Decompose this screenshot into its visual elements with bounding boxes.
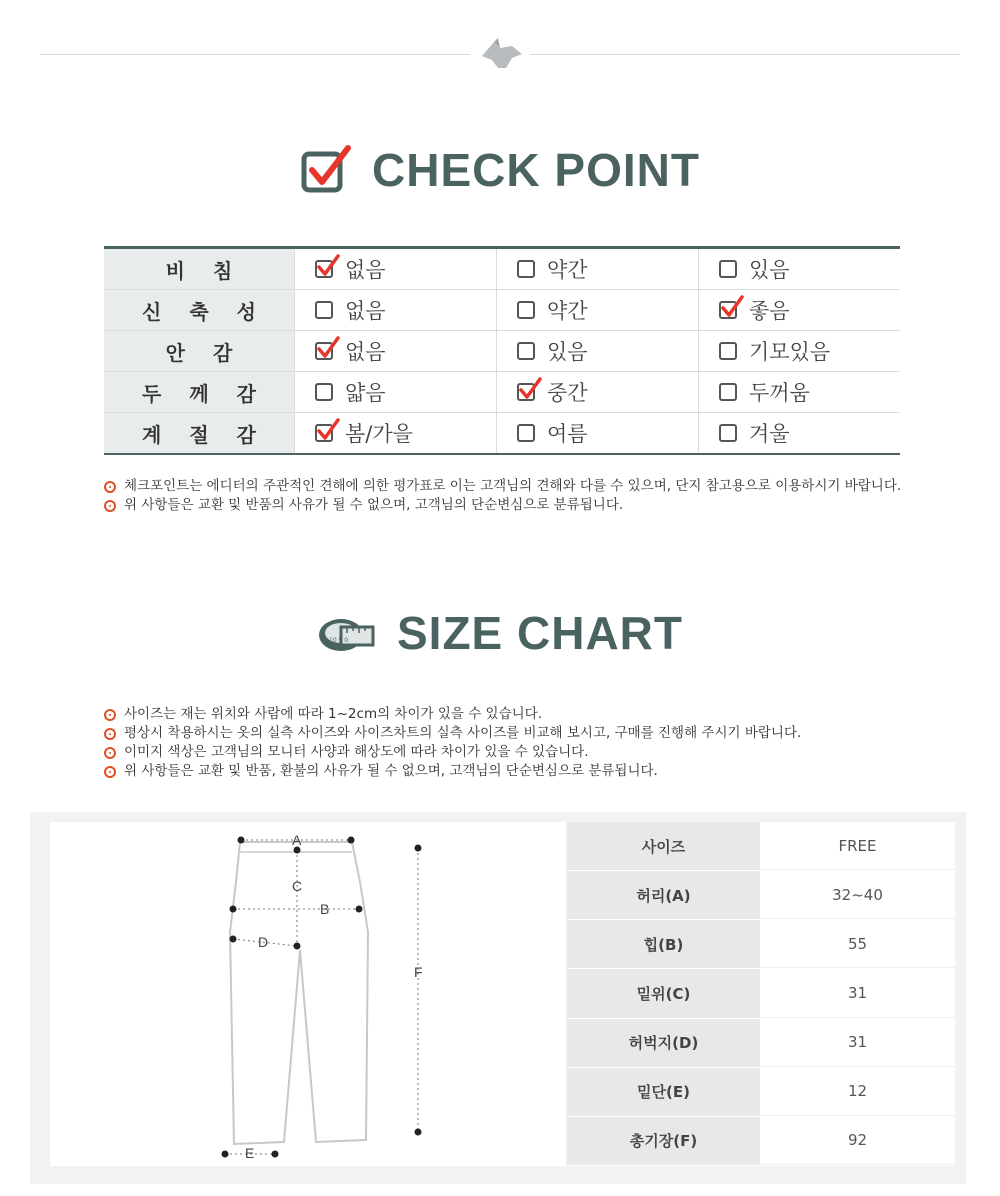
size-row-key: 힙(B) [567, 920, 760, 968]
check-option[interactable] [496, 290, 698, 330]
size-row [567, 1019, 955, 1068]
check-option-label: 없음 [345, 258, 386, 282]
dog-logo-icon [478, 36, 524, 72]
checkbox-empty-icon[interactable] [517, 342, 535, 360]
label-c: C [292, 878, 303, 894]
check-option-label: 좋음 [749, 299, 790, 323]
size-row [567, 1068, 955, 1117]
label-b: B [320, 901, 330, 917]
note-item: 이미지 색상은 고객님의 모니터 사양과 해상도에 따라 차이가 있을 수 있습니다. [104, 743, 801, 762]
size-row-value: 31 [760, 1019, 955, 1067]
check-option[interactable] [698, 331, 900, 371]
size-row-value: 31 [760, 969, 955, 1017]
check-option[interactable] [294, 249, 496, 289]
bullet-icon [104, 500, 116, 512]
check-option-label: 겨울 [749, 422, 790, 446]
note-item: 위 사항들은 교환 및 반품, 환불의 사유가 될 수 없으며, 고객님의 단순변심으로 분류됩니다. [104, 762, 801, 781]
svg-text:10 5 0: 10 5 0 [329, 637, 349, 644]
bullet-icon [104, 766, 116, 778]
check-row-label: 안감 [104, 331, 294, 371]
tape-measure-icon [317, 611, 377, 655]
check-row-label: 두께감 [104, 372, 294, 412]
check-option[interactable] [294, 413, 496, 453]
size-row-key: 밑위(C) [567, 969, 760, 1017]
note-item: 평상시 착용하시는 옷의 실측 사이즈와 사이즈차트의 실측 사이즈를 비교해 보시고, 구매를 진행해 주시기 바랍니다. [104, 724, 801, 743]
check-option-label: 있음 [547, 340, 588, 364]
check-option-label: 기모있음 [749, 340, 831, 364]
checkbox-checked-icon[interactable] [315, 424, 333, 442]
size-chart-notes [104, 705, 801, 781]
size-row-value: FREE [760, 822, 955, 870]
check-option-label: 있음 [749, 258, 790, 282]
checkbox-checked-icon[interactable] [315, 342, 333, 360]
size-row-value: 55 [760, 920, 955, 968]
size-row [567, 871, 955, 920]
checkbox-empty-icon[interactable] [719, 260, 737, 278]
checkbox-empty-icon[interactable] [315, 301, 333, 319]
label-f: F [414, 964, 423, 980]
checkbox-checked-icon [300, 144, 352, 196]
checkbox-checked-icon[interactable] [517, 383, 535, 401]
checkbox-empty-icon[interactable] [719, 424, 737, 442]
pants-diagram [50, 822, 566, 1166]
check-row-label: 신축성 [104, 290, 294, 330]
size-row-key: 사이즈 [567, 822, 760, 870]
size-table [567, 822, 955, 1166]
check-option[interactable] [496, 331, 698, 371]
bullet-icon [104, 728, 116, 740]
size-row [567, 1117, 955, 1166]
check-row-label: 계절감 [104, 413, 294, 453]
check-row [104, 372, 900, 413]
size-row-value: 92 [760, 1117, 955, 1165]
check-option-label: 봄/가을 [345, 422, 413, 446]
note-item: 위 사항들은 교환 및 반품의 사유가 될 수 없으며, 고객님의 단순변심으로 분류됩니다. [104, 496, 901, 515]
check-option[interactable] [294, 372, 496, 412]
top-divider-left [40, 54, 470, 55]
size-row [567, 969, 955, 1018]
check-option-label: 두꺼움 [749, 381, 810, 405]
check-option-label: 중간 [547, 381, 588, 405]
check-row [104, 290, 900, 331]
check-option[interactable] [698, 290, 900, 330]
size-row-key: 밑단(E) [567, 1068, 760, 1116]
checkbox-checked-icon[interactable] [315, 260, 333, 278]
check-point-table [104, 246, 900, 455]
check-option-label: 여름 [547, 422, 588, 446]
top-divider-right [530, 54, 960, 55]
bullet-icon [104, 481, 116, 493]
check-option-label: 없음 [345, 340, 386, 364]
label-d: D [258, 934, 269, 950]
size-row-key: 허벅지(D) [567, 1019, 760, 1067]
check-option-label: 약간 [547, 258, 588, 282]
checkbox-empty-icon[interactable] [315, 383, 333, 401]
check-option[interactable] [294, 331, 496, 371]
checkbox-empty-icon[interactable] [517, 424, 535, 442]
checkbox-checked-icon[interactable] [719, 301, 737, 319]
check-option-label: 얇음 [345, 381, 386, 405]
checkbox-empty-icon[interactable] [517, 301, 535, 319]
check-option[interactable] [496, 413, 698, 453]
check-row [104, 249, 900, 290]
note-item: 체크포인트는 에디터의 주관적인 견해에 의한 평가표로 이는 고객님의 견해와 다를 수 있으며, 단지 참고용으로 이용하시기 바랍니다. [104, 477, 901, 496]
size-row-value: 32~40 [760, 871, 955, 919]
check-row [104, 331, 900, 372]
check-row-label: 비침 [104, 249, 294, 289]
size-chart-heading [0, 603, 1000, 663]
check-option[interactable] [698, 413, 900, 453]
checkbox-empty-icon[interactable] [719, 342, 737, 360]
label-a: A [292, 832, 302, 848]
label-e: E [245, 1145, 255, 1161]
check-option[interactable] [698, 372, 900, 412]
size-chart-title: SIZE CHART [397, 607, 683, 659]
bullet-icon [104, 709, 116, 721]
size-row [567, 920, 955, 969]
checkbox-empty-icon[interactable] [517, 260, 535, 278]
check-point-heading [0, 140, 1000, 200]
checkbox-empty-icon[interactable] [719, 383, 737, 401]
pants-outline [50, 822, 566, 1166]
check-row [104, 413, 900, 453]
check-option-label: 없음 [345, 299, 386, 323]
check-option[interactable] [496, 372, 698, 412]
size-row-value: 12 [760, 1068, 955, 1116]
check-option[interactable] [294, 290, 496, 330]
check-point-title: CHECK POINT [372, 144, 700, 196]
check-option[interactable] [698, 249, 900, 289]
check-point-notes [104, 477, 901, 515]
bullet-icon [104, 747, 116, 759]
size-row-key: 총기장(F) [567, 1117, 760, 1165]
check-option[interactable] [496, 249, 698, 289]
size-row [567, 822, 955, 871]
size-row-key: 허리(A) [567, 871, 760, 919]
check-option-label: 약간 [547, 299, 588, 323]
note-item: 사이즈는 재는 위치와 사람에 따라 1~2cm의 차이가 있을 수 있습니다. [104, 705, 801, 724]
